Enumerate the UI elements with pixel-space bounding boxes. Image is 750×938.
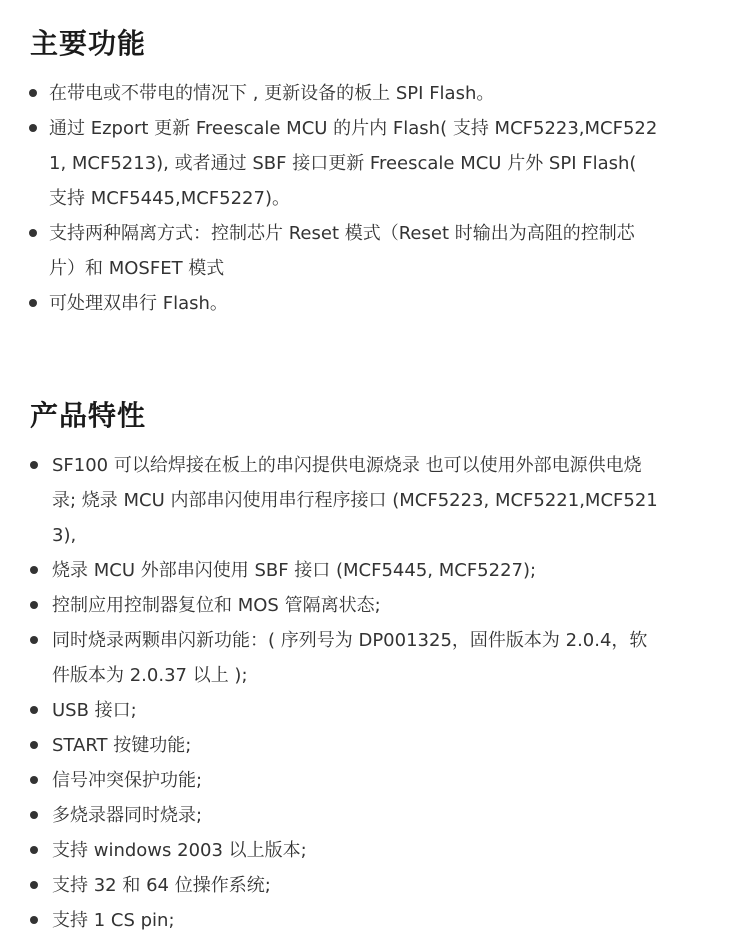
bullet-icon xyxy=(30,566,38,574)
bullet-icon xyxy=(29,299,37,307)
list-item xyxy=(0,111,659,216)
list-item-text: 支持两种隔离方式：控制芯片 Reset 模式（Reset 时输出为高阻的控制芯片）和 MOSFET 模式 xyxy=(49,223,635,279)
bullet-icon xyxy=(30,461,38,469)
list-item xyxy=(0,833,662,868)
bullet-icon xyxy=(30,636,38,644)
list-item xyxy=(0,798,662,833)
list-item-text: 多烧录器同时烧录; xyxy=(52,805,203,826)
bullet-icon xyxy=(30,741,38,749)
bullet-icon xyxy=(30,776,38,784)
bullet-icon xyxy=(30,811,38,819)
list-item xyxy=(0,553,662,588)
list-item xyxy=(0,868,662,903)
list-item-text: 同时烧录两颗串闪新功能：( 序列号为 DP001325，固件版本为 2.0.4，软件版本为 2.0.37 以上 ); xyxy=(52,630,648,686)
list-item xyxy=(0,693,662,728)
bullet-icon xyxy=(30,706,38,714)
list-item xyxy=(0,286,659,321)
list-item xyxy=(0,76,659,111)
list-item xyxy=(0,903,662,938)
list-item xyxy=(0,763,662,798)
product-properties-section xyxy=(0,396,750,938)
main-features-heading: 主要功能 xyxy=(30,27,147,60)
list-item-text: 在带电或不带电的情况下 , 更新设备的板上 SPI Flash。 xyxy=(49,83,495,104)
list-item xyxy=(0,448,662,553)
list-item-text: 信号冲突保护功能; xyxy=(52,770,203,791)
list-item xyxy=(0,216,659,286)
list-item-text: 通过 Ezport 更新 Freescale MCU 的片内 Flash( 支持 MCF5223,MCF5221, MCF5213), 或者通过 SBF 接口更新 Freescale MCU 片外 SPI Flash( 支持 MCF5445,MCF5227)。 xyxy=(49,118,658,209)
list-item-text: 支持 32 和 64 位操作系统; xyxy=(52,875,271,896)
bullet-icon xyxy=(29,89,37,97)
product-properties-heading: 产品特性 xyxy=(30,399,147,432)
bullet-icon xyxy=(29,229,37,237)
list-item-text: 烧录 MCU 外部串闪使用 SBF 接口 (MCF5445, MCF5227); xyxy=(52,560,537,581)
bullet-icon xyxy=(30,881,38,889)
list-item xyxy=(0,623,662,693)
list-item-text: 可处理双串行 Flash。 xyxy=(49,293,228,314)
list-item xyxy=(0,588,662,623)
list-item-text: 控制应用控制器复位和 MOS 管隔离状态; xyxy=(52,595,381,616)
list-item xyxy=(0,728,662,763)
bullet-icon xyxy=(30,601,38,609)
bullet-icon xyxy=(30,846,38,854)
list-item-text: START 按键功能; xyxy=(52,735,192,756)
list-item-text: 支持 windows 2003 以上版本; xyxy=(52,840,307,861)
list-item-text: SF100 可以给焊接在板上的串闪提供电源烧录 也可以使用外部电源供电烧录; 烧录 MCU 内部串闪使用串行程序接口 (MCF5223, MCF5221,MCF5213), xyxy=(52,455,658,546)
main-features-section xyxy=(0,24,750,321)
list-item-text: 支持 1 CS pin; xyxy=(52,910,175,931)
main-features-list xyxy=(0,76,750,321)
product-properties-list xyxy=(0,448,750,938)
bullet-icon xyxy=(29,124,37,132)
list-item-text: USB 接口; xyxy=(52,700,137,721)
bullet-icon xyxy=(30,916,38,924)
